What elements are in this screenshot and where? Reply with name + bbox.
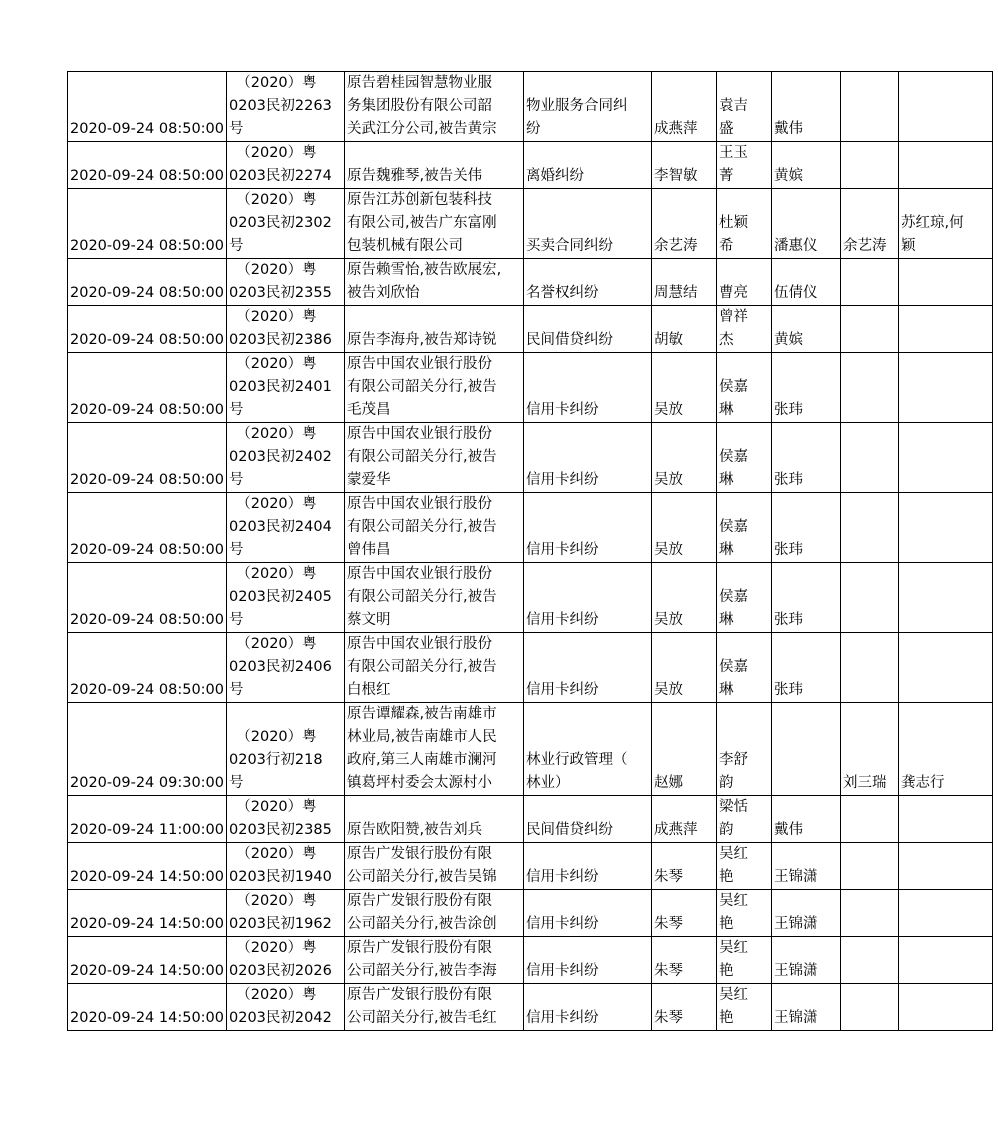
presiding-judge-cell: 吴放 xyxy=(652,353,717,423)
hearing-time-cell: 2020-09-24 08:50:00 xyxy=(68,306,227,353)
juror-cell xyxy=(841,259,899,306)
judge-cell: 李舒 韵 xyxy=(717,703,772,796)
table-row xyxy=(68,72,993,142)
parties-cell: 原告中国农业银行股份 有限公司韶关分行,被告 蔡文明 xyxy=(345,563,524,633)
juror-cell xyxy=(841,796,899,843)
presiding-judge-cell: 李智敏 xyxy=(652,142,717,189)
judge-cell: 吴红 艳 xyxy=(717,890,772,937)
judge-cell: 吴红 艳 xyxy=(717,843,772,890)
case-number-cell: （2020）粤 0203民初2042 xyxy=(227,984,345,1031)
case-cause-cell: 名誉权纠纷 xyxy=(524,259,652,306)
case-cause-cell: 信用卡纠纷 xyxy=(524,843,652,890)
parties-cell: 原告谭耀森,被告南雄市 林业局,被告南雄市人民 政府,第三人南雄市澜河 镇葛坪村委会太源村小 xyxy=(345,703,524,796)
case-number-cell: （2020）粤 0203民初2302 号 xyxy=(227,189,345,259)
juror2-cell xyxy=(899,984,993,1031)
clerk-cell: 伍倩仪 xyxy=(772,259,841,306)
parties-cell: 原告魏雅琴,被告关伟 xyxy=(345,142,524,189)
juror2-cell: 龚志行 xyxy=(899,703,993,796)
juror-cell xyxy=(841,843,899,890)
judge-cell: 侯嘉 琳 xyxy=(717,563,772,633)
juror-cell xyxy=(841,142,899,189)
parties-cell: 原告中国农业银行股份 有限公司韶关分行,被告 白根红 xyxy=(345,633,524,703)
clerk-cell: 王锦潇 xyxy=(772,890,841,937)
table-row xyxy=(68,563,993,633)
parties-cell: 原告广发银行股份有限 公司韶关分行,被告吴锦 xyxy=(345,843,524,890)
judge-cell: 曾祥 杰 xyxy=(717,306,772,353)
table-row xyxy=(68,423,993,493)
judge-cell: 侯嘉 琳 xyxy=(717,633,772,703)
parties-cell: 原告欧阳赞,被告刘兵 xyxy=(345,796,524,843)
hearing-time-cell: 2020-09-24 08:50:00 xyxy=(68,72,227,142)
hearing-time-cell: 2020-09-24 08:50:00 xyxy=(68,189,227,259)
presiding-judge-cell: 余艺涛 xyxy=(652,189,717,259)
hearing-time-cell: 2020-09-24 14:50:00 xyxy=(68,984,227,1031)
hearing-time-cell: 2020-09-24 09:30:00 xyxy=(68,703,227,796)
clerk-cell: 张玮 xyxy=(772,633,841,703)
table-row xyxy=(68,306,993,353)
hearing-time-cell: 2020-09-24 08:50:00 xyxy=(68,423,227,493)
case-cause-cell: 物业服务合同纠 纷 xyxy=(524,72,652,142)
case-number-cell: （2020）粤 0203民初1962 xyxy=(227,890,345,937)
parties-cell: 原告李海舟,被告郑诗锐 xyxy=(345,306,524,353)
parties-cell: 原告中国农业银行股份 有限公司韶关分行,被告 毛茂昌 xyxy=(345,353,524,423)
case-number-cell: （2020）粤 0203民初2385 xyxy=(227,796,345,843)
parties-cell: 原告赖雪怡,被告欧展宏, 被告刘欣怡 xyxy=(345,259,524,306)
juror2-cell xyxy=(899,937,993,984)
case-cause-cell: 买卖合同纠纷 xyxy=(524,189,652,259)
case-number-cell: （2020）粤 0203民初2386 xyxy=(227,306,345,353)
juror2-cell: 苏红琼,何 颖 xyxy=(899,189,993,259)
juror2-cell xyxy=(899,890,993,937)
juror2-cell xyxy=(899,563,993,633)
case-cause-cell: 离婚纠纷 xyxy=(524,142,652,189)
juror2-cell xyxy=(899,306,993,353)
hearing-time-cell: 2020-09-24 08:50:00 xyxy=(68,142,227,189)
hearing-time-cell: 2020-09-24 08:50:00 xyxy=(68,493,227,563)
case-number-cell: （2020）粤 0203民初1940 xyxy=(227,843,345,890)
presiding-judge-cell: 吴放 xyxy=(652,633,717,703)
juror-cell: 余艺涛 xyxy=(841,189,899,259)
presiding-judge-cell: 吴放 xyxy=(652,423,717,493)
case-cause-cell: 信用卡纠纷 xyxy=(524,937,652,984)
hearing-time-cell: 2020-09-24 14:50:00 xyxy=(68,937,227,984)
parties-cell: 原告广发银行股份有限 公司韶关分行,被告李海 xyxy=(345,937,524,984)
juror2-cell xyxy=(899,493,993,563)
table-row xyxy=(68,937,993,984)
hearing-time-cell: 2020-09-24 11:00:00 xyxy=(68,796,227,843)
case-number-cell: （2020）粤 0203民初2406 号 xyxy=(227,633,345,703)
presiding-judge-cell: 成燕萍 xyxy=(652,72,717,142)
clerk-cell: 戴伟 xyxy=(772,72,841,142)
case-number-cell: （2020）粤 0203民初2263 号 xyxy=(227,72,345,142)
juror2-cell xyxy=(899,843,993,890)
case-number-cell: （2020）粤 0203民初2402 号 xyxy=(227,423,345,493)
case-cause-cell: 信用卡纠纷 xyxy=(524,493,652,563)
juror-cell xyxy=(841,984,899,1031)
juror-cell xyxy=(841,353,899,423)
case-number-cell: （2020）粤 0203民初2274 xyxy=(227,142,345,189)
parties-cell: 原告碧桂园智慧物业服 务集团股份有限公司韶 关武江分公司,被告黄宗 xyxy=(345,72,524,142)
judge-cell: 杜颖 希 xyxy=(717,189,772,259)
presiding-judge-cell: 朱琴 xyxy=(652,843,717,890)
case-cause-cell: 信用卡纠纷 xyxy=(524,423,652,493)
table-row xyxy=(68,493,993,563)
case-number-cell: （2020）粤 0203民初2026 xyxy=(227,937,345,984)
hearing-schedule-table xyxy=(67,71,993,1031)
case-cause-cell: 民间借贷纠纷 xyxy=(524,306,652,353)
case-cause-cell: 信用卡纠纷 xyxy=(524,353,652,423)
judge-cell: 吴红 艳 xyxy=(717,937,772,984)
presiding-judge-cell: 朱琴 xyxy=(652,984,717,1031)
presiding-judge-cell: 成燕萍 xyxy=(652,796,717,843)
judge-cell: 侯嘉 琳 xyxy=(717,493,772,563)
case-cause-cell: 信用卡纠纷 xyxy=(524,890,652,937)
hearing-time-cell: 2020-09-24 14:50:00 xyxy=(68,843,227,890)
juror-cell xyxy=(841,890,899,937)
presiding-judge-cell: 吴放 xyxy=(652,493,717,563)
case-cause-cell: 信用卡纠纷 xyxy=(524,984,652,1031)
juror2-cell xyxy=(899,796,993,843)
clerk-cell: 张玮 xyxy=(772,423,841,493)
juror-cell xyxy=(841,937,899,984)
parties-cell: 原告江苏创新包装科技 有限公司,被告广东富刚 包装机械有限公司 xyxy=(345,189,524,259)
parties-cell: 原告中国农业银行股份 有限公司韶关分行,被告 曾伟昌 xyxy=(345,493,524,563)
juror-cell xyxy=(841,306,899,353)
juror-cell xyxy=(841,423,899,493)
judge-cell: 梁恬 韵 xyxy=(717,796,772,843)
case-cause-cell: 信用卡纠纷 xyxy=(524,563,652,633)
clerk-cell: 戴伟 xyxy=(772,796,841,843)
judge-cell: 袁吉 盛 xyxy=(717,72,772,142)
hearing-time-cell: 2020-09-24 08:50:00 xyxy=(68,353,227,423)
juror-cell xyxy=(841,493,899,563)
clerk-cell: 黄嫔 xyxy=(772,306,841,353)
case-number-cell: （2020）粤 0203民初2404 号 xyxy=(227,493,345,563)
clerk-cell: 王锦潇 xyxy=(772,937,841,984)
juror-cell xyxy=(841,633,899,703)
clerk-cell: 张玮 xyxy=(772,353,841,423)
presiding-judge-cell: 赵娜 xyxy=(652,703,717,796)
presiding-judge-cell: 周慧结 xyxy=(652,259,717,306)
juror2-cell xyxy=(899,142,993,189)
hearing-time-cell: 2020-09-24 08:50:00 xyxy=(68,633,227,703)
clerk-cell: 王锦潇 xyxy=(772,984,841,1031)
judge-cell: 侯嘉 琳 xyxy=(717,423,772,493)
clerk-cell: 潘惠仪 xyxy=(772,189,841,259)
juror-cell xyxy=(841,72,899,142)
case-cause-cell: 信用卡纠纷 xyxy=(524,633,652,703)
hearing-time-cell: 2020-09-24 14:50:00 xyxy=(68,890,227,937)
table-row xyxy=(68,353,993,423)
table-row xyxy=(68,843,993,890)
parties-cell: 原告中国农业银行股份 有限公司韶关分行,被告 蒙爱华 xyxy=(345,423,524,493)
juror2-cell xyxy=(899,423,993,493)
juror2-cell xyxy=(899,72,993,142)
juror2-cell xyxy=(899,353,993,423)
presiding-judge-cell: 朱琴 xyxy=(652,937,717,984)
clerk-cell: 张玮 xyxy=(772,563,841,633)
juror-cell: 刘三瑞 xyxy=(841,703,899,796)
presiding-judge-cell: 胡敏 xyxy=(652,306,717,353)
hearing-time-cell: 2020-09-24 08:50:00 xyxy=(68,563,227,633)
judge-cell: 吴红 艳 xyxy=(717,984,772,1031)
table-row xyxy=(68,890,993,937)
table-row xyxy=(68,189,993,259)
clerk-cell: 王锦潇 xyxy=(772,843,841,890)
table-row xyxy=(68,703,993,796)
case-cause-cell: 民间借贷纠纷 xyxy=(524,796,652,843)
juror2-cell xyxy=(899,633,993,703)
presiding-judge-cell: 吴放 xyxy=(652,563,717,633)
parties-cell: 原告广发银行股份有限 公司韶关分行,被告毛红 xyxy=(345,984,524,1031)
table-row xyxy=(68,259,993,306)
table-row xyxy=(68,633,993,703)
case-number-cell: （2020）粤 0203民初2355 xyxy=(227,259,345,306)
clerk-cell: 张玮 xyxy=(772,493,841,563)
clerk-cell: 黄嫔 xyxy=(772,142,841,189)
juror-cell xyxy=(841,563,899,633)
juror2-cell xyxy=(899,259,993,306)
clerk-cell xyxy=(772,703,841,796)
case-number-cell: （2020）粤 0203民初2405 号 xyxy=(227,563,345,633)
judge-cell: 王玉 菁 xyxy=(717,142,772,189)
case-cause-cell: 林业行政管理（ 林业） xyxy=(524,703,652,796)
case-number-cell: （2020）粤 0203民初2401 号 xyxy=(227,353,345,423)
judge-cell: 曹亮 xyxy=(717,259,772,306)
table-row xyxy=(68,142,993,189)
table-row xyxy=(68,984,993,1031)
table-row xyxy=(68,796,993,843)
judge-cell: 侯嘉 琳 xyxy=(717,353,772,423)
hearing-time-cell: 2020-09-24 08:50:00 xyxy=(68,259,227,306)
case-number-cell: （2020）粤 0203行初218 号 xyxy=(227,703,345,796)
parties-cell: 原告广发银行股份有限 公司韶关分行,被告涂创 xyxy=(345,890,524,937)
presiding-judge-cell: 朱琴 xyxy=(652,890,717,937)
